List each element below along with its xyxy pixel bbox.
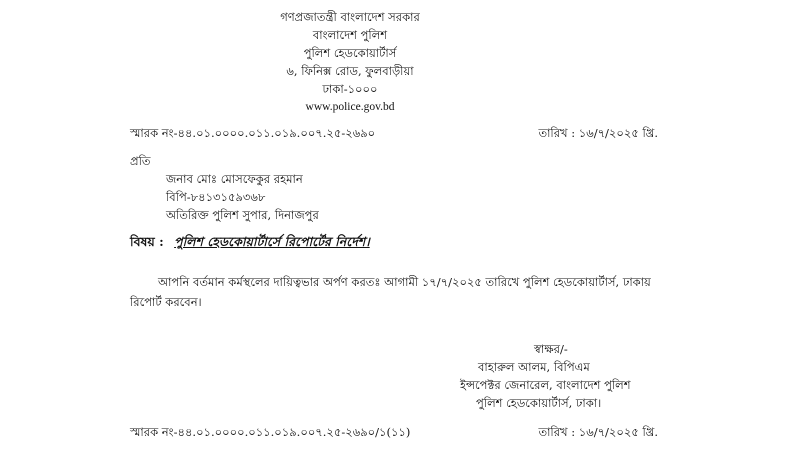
memo-date-copy: তারিখ : ১৬/৭/২০২৫ খ্রি. [538, 425, 658, 439]
subject-line [130, 234, 370, 254]
letterhead-city: ঢাকা-১০০০ [322, 82, 378, 96]
letterhead-office: পুলিশ হেডকোয়ার্টার্স [303, 46, 397, 60]
letterhead-government: গণপ্রজাতন্ত্রী বাংলাদেশ সরকার [280, 10, 420, 24]
recipient-block [166, 170, 319, 224]
body-paragraph: আপনি বর্তমান কর্মস্থলের দায়িত্বভার অর্পণ করতঃ আগামী ১৭/৭/২০২৫ তারিখে পুলিশ হেডকোয়ার্টার্স, ঢাকায় রিপোর্ট করবেন। [130, 275, 651, 309]
recipient-bp-number: বিপি-৮৪১৩১৫৯৩৬৮ [166, 190, 266, 204]
recipient-name: জনাব মোঃ মোসফেকুর রহমান [166, 172, 303, 186]
memo-date: তারিখ : ১৬/৭/২০২৫ খ্রি. [538, 126, 658, 140]
memo-number-copy: স্মারক নং-৪৪.০১.০০০০.০১১.০১৯.০০৭.২৫-২৬৯০/১(১১) [130, 425, 411, 439]
signature-block [460, 340, 631, 412]
signature-signed: স্বাক্ষর/- [534, 342, 568, 356]
right-margin [684, 0, 800, 450]
signatory-office: পুলিশ হেডকোয়ার্টার্স, ঢাকা। [476, 396, 602, 410]
letterhead [230, 8, 470, 116]
to-label: প্রতি [130, 154, 151, 168]
memo-number: স্মারক নং-৪৪.০১.০০০০.০১১.০১৯.০০৭.২৫-২৬৯০ [130, 126, 376, 140]
letterhead-department: বাংলাদেশ পুলিশ [312, 28, 388, 42]
letterhead-address: ৬, ফিনিক্স রোড, ফুলবাড়ীয়া [286, 64, 414, 78]
subject-label: বিষয় : [130, 234, 164, 249]
recipient-designation: অতিরিক্ত পুলিশ সুপার, দিনাজপুর [166, 208, 319, 222]
subject-text: পুলিশ হেডকোয়ার্টার্সে রিপোর্টের নির্দেশ। [174, 234, 370, 249]
left-margin [0, 0, 114, 450]
letterhead-website: www.police.gov.bd [305, 101, 395, 113]
signatory-name: বাহারুল আলম, বিপিএম [478, 360, 590, 374]
signatory-title: ইন্সপেক্টর জেনারেল, বাংলাদেশ পুলিশ [460, 378, 631, 392]
